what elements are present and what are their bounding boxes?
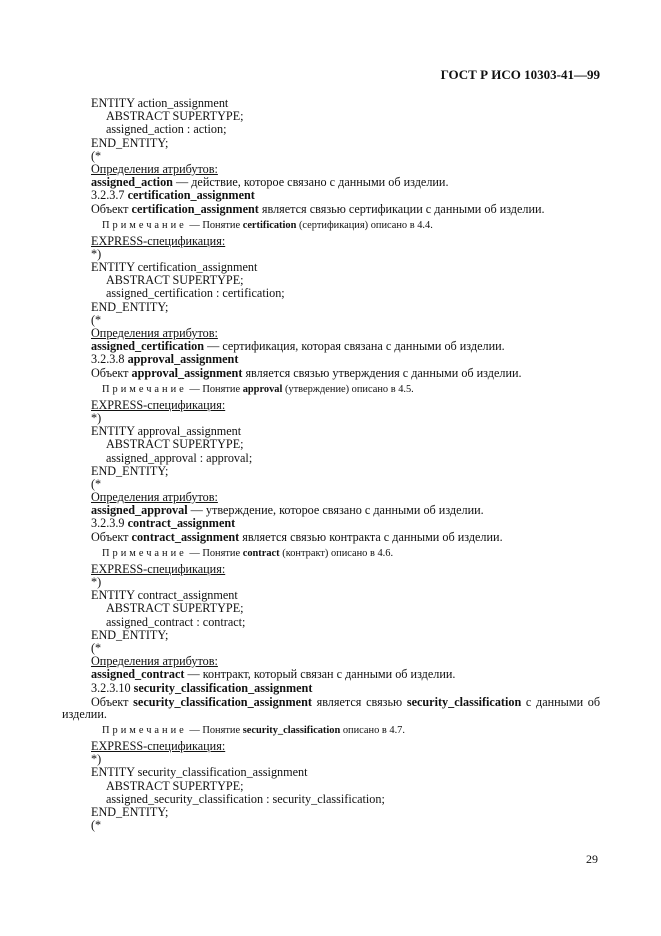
section-label bbox=[62, 399, 600, 412]
express-spec-label: EXPRESS-спецификация: bbox=[91, 397, 226, 412]
code-line: END_ENTITY; bbox=[91, 135, 169, 150]
word: является bbox=[316, 694, 362, 709]
code-line: END_ENTITY; bbox=[91, 463, 169, 478]
entity-name: certification_assignment bbox=[127, 188, 255, 203]
text: Объект bbox=[91, 529, 132, 544]
code-line: (* bbox=[91, 312, 102, 327]
code-line: ENTITY approval_assignment bbox=[91, 424, 242, 439]
entity-name: security_classification_assignment bbox=[133, 680, 313, 695]
note bbox=[62, 544, 600, 563]
page-header: ГОСТ Р ИСО 10303-41—99 bbox=[440, 67, 600, 82]
section-label bbox=[62, 740, 600, 753]
section-number: 3.2.3.8 bbox=[91, 352, 128, 367]
entity-name: certification_assignment bbox=[131, 201, 259, 216]
entity-name: contract_assignment bbox=[131, 529, 240, 544]
attribute-text: — утверждение, которое связано с данными об изделии. bbox=[187, 503, 484, 518]
text: является связью утверждения с данными об изделии. bbox=[242, 365, 522, 380]
text: является связью контракта с данными об изделии. bbox=[239, 529, 503, 544]
code-line: ABSTRACT SUPERTYPE; bbox=[106, 437, 244, 452]
entity-name: approval_assignment bbox=[127, 352, 239, 367]
text: — Понятие bbox=[186, 547, 243, 559]
section-number: 3.2.3.7 bbox=[91, 188, 128, 203]
attribute-text: — действие, которое связано с данными об изделии. bbox=[172, 175, 449, 190]
term: security_classification bbox=[406, 694, 522, 709]
text: (контракт) описано в 4.6. bbox=[279, 547, 394, 559]
code-line: END_ENTITY; bbox=[91, 299, 169, 314]
subsection-heading bbox=[62, 682, 600, 695]
attribute-name: assigned_contract bbox=[91, 667, 185, 682]
attribute-name: assigned_certification bbox=[91, 339, 205, 354]
text: (сертификация) описано в 4.4. bbox=[296, 219, 433, 231]
code-line: (* bbox=[91, 818, 102, 833]
note-label: Примечание bbox=[102, 383, 187, 395]
code-line: (* bbox=[91, 476, 102, 491]
code-line: *) bbox=[91, 410, 102, 425]
note-label: Примечание bbox=[102, 219, 187, 231]
note-label: Примечание bbox=[102, 547, 187, 559]
attr-definitions-label: Определения атрибутов: bbox=[91, 326, 218, 340]
term: certification bbox=[242, 219, 297, 231]
code-line: assigned_action : action; bbox=[106, 122, 227, 137]
text: описано в 4.7. bbox=[340, 725, 405, 737]
text: является связью сертификации с данными об изделии. bbox=[258, 201, 545, 216]
code-line: *) bbox=[91, 246, 102, 261]
attribute-text: — контракт, который связан с данными об изделии. bbox=[184, 667, 456, 682]
note bbox=[62, 380, 600, 399]
code-line: assigned_approval : approval; bbox=[106, 450, 253, 465]
text: (утверждение) описано в 4.5. bbox=[282, 383, 414, 395]
word: об bbox=[587, 694, 601, 709]
document-body bbox=[62, 97, 600, 832]
word: связью bbox=[366, 694, 403, 709]
term: contract bbox=[242, 547, 280, 559]
section-label bbox=[62, 563, 600, 576]
code-line: ABSTRACT SUPERTYPE; bbox=[106, 601, 244, 616]
section-number: 3.2.3.9 bbox=[91, 516, 128, 531]
code-line: ABSTRACT SUPERTYPE; bbox=[106, 273, 244, 288]
paragraph bbox=[62, 531, 600, 544]
note bbox=[62, 721, 600, 740]
paragraph-justified bbox=[62, 695, 600, 708]
paragraph-continuation: изделии. bbox=[62, 706, 107, 721]
section-number: 3.2.3.10 bbox=[91, 680, 134, 695]
attr-definitions-label: Определения атрибутов: bbox=[91, 490, 218, 505]
entity-name: security_classification_assignment bbox=[133, 694, 312, 709]
code-line: ENTITY action_assignment bbox=[91, 96, 229, 110]
code-line: (* bbox=[91, 148, 102, 163]
attribute-text: — сертификация, которая связана с данными об изделии. bbox=[204, 339, 505, 354]
word: с bbox=[525, 694, 532, 709]
attr-definitions-label: Определения атрибутов: bbox=[91, 161, 218, 176]
text: — Понятие bbox=[186, 383, 243, 395]
code-line: assigned_contract : contract; bbox=[106, 614, 246, 629]
word: данными bbox=[536, 694, 584, 709]
code-line: *) bbox=[91, 575, 102, 589]
code-line: ABSTRACT SUPERTYPE; bbox=[106, 109, 244, 124]
text: — Понятие bbox=[186, 725, 243, 737]
attribute-name: assigned_action bbox=[91, 175, 173, 190]
note-label: Примечание bbox=[102, 725, 187, 737]
paragraph bbox=[62, 367, 600, 380]
paragraph bbox=[62, 203, 600, 216]
express-spec-label: EXPRESS-спецификация: bbox=[91, 739, 226, 754]
attribute-name: assigned_approval bbox=[91, 503, 188, 518]
attr-definitions-label: Определения атрибутов: bbox=[91, 654, 218, 669]
word: Объект bbox=[91, 694, 129, 709]
text: Объект bbox=[91, 365, 132, 380]
express-spec-label: EXPRESS-спецификация: bbox=[91, 233, 226, 248]
code-line: ENTITY certification_assignment bbox=[91, 260, 258, 275]
code-line: END_ENTITY; bbox=[91, 627, 169, 642]
term: security_classification bbox=[242, 725, 341, 737]
code-line: assigned_security_classification : security_classification; bbox=[106, 791, 385, 806]
code-line: assigned_certification : certification; bbox=[106, 286, 285, 301]
code-line: ABSTRACT SUPERTYPE; bbox=[106, 778, 244, 793]
text: Объект bbox=[91, 201, 132, 216]
code-line: ENTITY security_classification_assignment bbox=[91, 765, 308, 780]
note bbox=[62, 216, 600, 235]
section-label bbox=[62, 235, 600, 248]
text: — Понятие bbox=[186, 219, 243, 231]
code-line: (* bbox=[91, 640, 102, 655]
code-line: END_ENTITY; bbox=[91, 805, 169, 819]
code-line: ENTITY contract_assignment bbox=[91, 588, 238, 603]
express-spec-label: EXPRESS-спецификация: bbox=[91, 561, 226, 576]
code-line: *) bbox=[91, 752, 102, 767]
term: approval bbox=[242, 383, 283, 395]
page-number: 29 bbox=[586, 852, 598, 866]
entity-name: contract_assignment bbox=[127, 516, 236, 531]
entity-name: approval_assignment bbox=[131, 365, 243, 380]
